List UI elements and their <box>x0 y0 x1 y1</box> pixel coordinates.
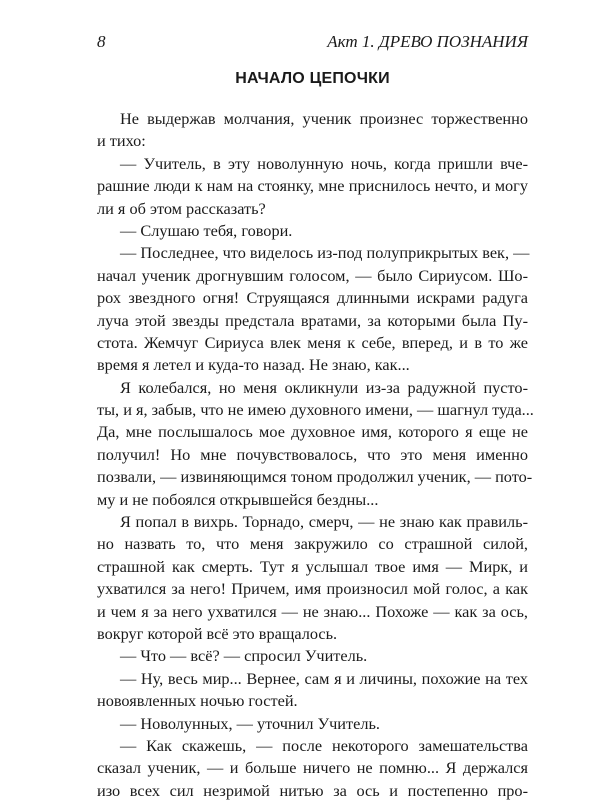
text-line: новоявленных ночью гостей. <box>97 691 298 711</box>
text-line: изо всех сил незримой нитью за ось и постепенно про- <box>97 780 528 800</box>
text-line: страшной как смерть. Тут я услышал твое имя — Мирк, и <box>97 556 528 576</box>
text-line: и чем я за него ухватился — не знаю... Похоже — как за ось, <box>97 601 528 621</box>
text-line: рох звездного огня! Струящаяся длинными искрами радуга <box>97 288 528 308</box>
text-line: — Что — всё? — спросил Учитель. <box>120 646 368 666</box>
text-line: Не выдержав молчания, ученик произнес торжественно <box>120 109 528 128</box>
text-line: рашние люди к нам на стоянку, мне приснилось нечто, и могу <box>97 176 528 196</box>
text-line: Да, мне послышалось мое духовное имя, которого я еще не <box>97 422 528 442</box>
text-line: ты, и я, забыв, что не имею духовного имени, — шагнул туда... <box>97 400 534 420</box>
text-line: позвали, — извиняющимся тоном продолжил ученик, — пото- <box>97 467 533 487</box>
text-line: начал ученик дрогнувшим голосом, — было Сириусом. Шо- <box>97 265 528 285</box>
body-text <box>97 108 534 802</box>
text-line: — Последнее, что виделось из-под полуприкрытых век, — <box>120 243 530 263</box>
text-line: но назвать то, что меня закружило со страшной силой, <box>97 534 528 554</box>
text-line: — Новолунных, — уточнил Учитель. <box>120 713 380 733</box>
text-line: ли я об этом рассказать? <box>97 198 266 218</box>
text-line: получил! Но мне почувствовалось, что это меня именно <box>97 444 528 464</box>
text-line: Я попал в вихрь. Торнадо, смерч, — не знаю как правиль- <box>120 512 528 532</box>
text-line: Я колебался, но меня окликнули из-за радужной пусто- <box>120 377 528 397</box>
text-line: — Ну, весь мир... Вернее, сам я и личины, похожие на тех <box>120 668 528 688</box>
text-line: вокруг которой всё это вращалось. <box>97 623 338 643</box>
text-line: луча этой звезды предстала вратами, за которыми была Пу- <box>97 310 528 330</box>
running-title: Акт 1. ДРЕВО ПОЗНАНИЯ <box>327 32 528 51</box>
text-line: — Учитель, в эту новолунную ночь, когда пришли вче- <box>120 153 528 173</box>
text-line: — Как скажешь, — после некоторого замешательства <box>120 735 528 755</box>
text-line: му и не побоялся открывшейся бездны... <box>97 489 379 509</box>
text-line: стота. Жемчуг Сириуса влек меня к себе, вперед, и в то же <box>97 332 528 352</box>
chapter-title: НАЧАЛО ЦЕПОЧКИ <box>235 70 390 87</box>
text-line: — Слушаю тебя, говори. <box>120 220 293 240</box>
text-line: сказал ученик, — и больше ничего не помню... Я держался <box>97 758 528 778</box>
page-number: 8 <box>97 32 106 51</box>
text-line: ухватился за него! Причем, имя произносил мой голос, а как <box>97 579 528 599</box>
running-header <box>97 32 528 58</box>
text-line: время я летел и куда-то назад. Не знаю, как... <box>97 355 410 375</box>
text-line: и тихо: <box>97 131 146 151</box>
